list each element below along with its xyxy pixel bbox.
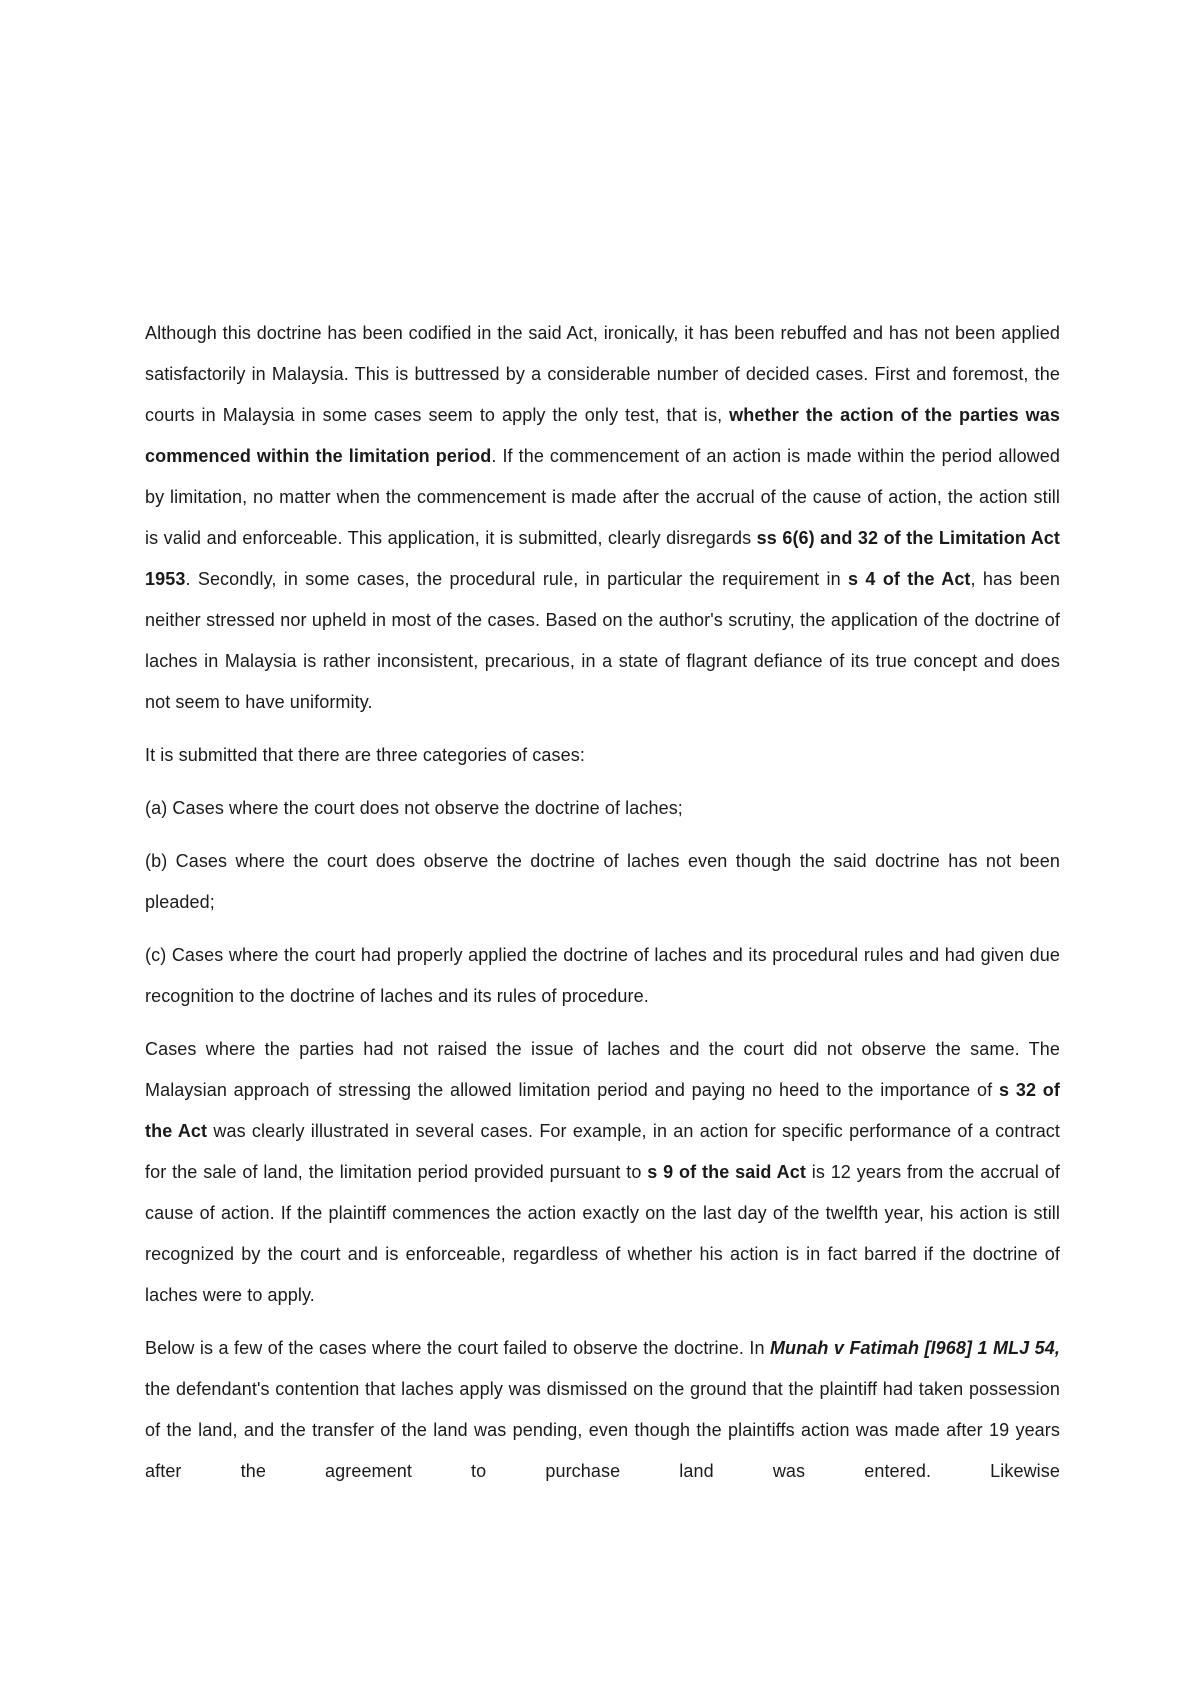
emphasis-statute-reference: s 4 of the Act [848,569,971,589]
text-segment: . If the commencement of an action is made within the period allowed by limitation, no matter when the commencement is made after the accrual of the cause of action, the action still is valid and enforceable. This application, it is submitted, clearly disregards [145,446,1060,548]
text-segment: It is submitted that there are three categories of cases: [145,745,585,765]
list-item-category-a [145,788,1060,829]
text-segment: (a) Cases where the court does not observe the doctrine of laches; [145,798,683,818]
emphasis-test-whether-commenced: whether the action of the parties was commenced within the limitation period [145,405,1060,466]
text-segment: (b) Cases where the court does observe the doctrine of laches even though the said doctrine has not been pleaded; [145,851,1060,912]
text-segment: (c) Cases where the court had properly applied the doctrine of laches and its procedural rules and had given due recognition to the doctrine of laches and its rules of procedure. [145,945,1060,1006]
text-segment: , has been neither stressed nor upheld in most of the cases. Based on the author's scrutiny, the application of the doctrine of laches in Malaysia is rather inconsistent, precarious, in a state of flagrant defiance of its true concept and does not seem to have uniformity. [145,569,1060,712]
text-segment: Although this doctrine has been codified in the said Act, ironically, it has been rebuffed and has not been applied satisfactorily in Malaysia. This is buttressed by a considerable number of decided cases. First and foremost, the courts in Malaysia in some cases seem to apply the only test, that is, [145,323,1060,425]
case-citation-munah-v-fatimah: Munah v Fatimah [I968] 1 MLJ 54, [769,1338,1060,1358]
text-segment: Below is a few of the cases where the court failed to observe the doctrine. In [145,1338,770,1358]
paragraph-doctrine-codified [145,313,1060,723]
emphasis-statute-reference: s 32 of the Act [145,1080,1060,1141]
paragraph-malaysian-approach [145,1029,1060,1316]
list-item-category-b [145,841,1060,923]
emphasis-statute-reference: ss 6(6) and 32 of the Limitation Act 1953 [145,528,1061,589]
list-item-category-c [145,935,1060,1017]
paragraph-three-categories [145,735,1060,776]
text-segment: is 12 years from the accrual of cause of action. If the plaintiff commences the action exactly on the last day of the twelfth year, his action is still recognized by the court and is enforceable, regardless of whether his action is in fact barred if the doctrine of laches were to apply. [145,1162,1060,1305]
document-page [145,313,1060,1504]
text-segment: the defendant's contention that laches apply was dismissed on the ground that the plaintiff had taken possession of the land, and the transfer of the land was pending, even though the plaintiffs action was made after 19 years after the agreement to purchase land was entered. Likewise [145,1379,1060,1481]
emphasis-statute-reference: s 9 of the said Act [647,1162,806,1182]
text-segment: . Secondly, in some cases, the procedural rule, in particular the requirement in [185,569,849,589]
text-segment: was clearly illustrated in several cases. For example, in an action for specific performance of a contract for the sale of land, the limitation period provided pursuant to [145,1121,1061,1182]
text-segment: Cases where the parties had not raised the issue of laches and the court did not observe the same. The Malaysian approach of stressing the allowed limitation period and paying no heed to the importance of [145,1039,1060,1100]
paragraph-cases-failed-doctrine [145,1328,1060,1492]
